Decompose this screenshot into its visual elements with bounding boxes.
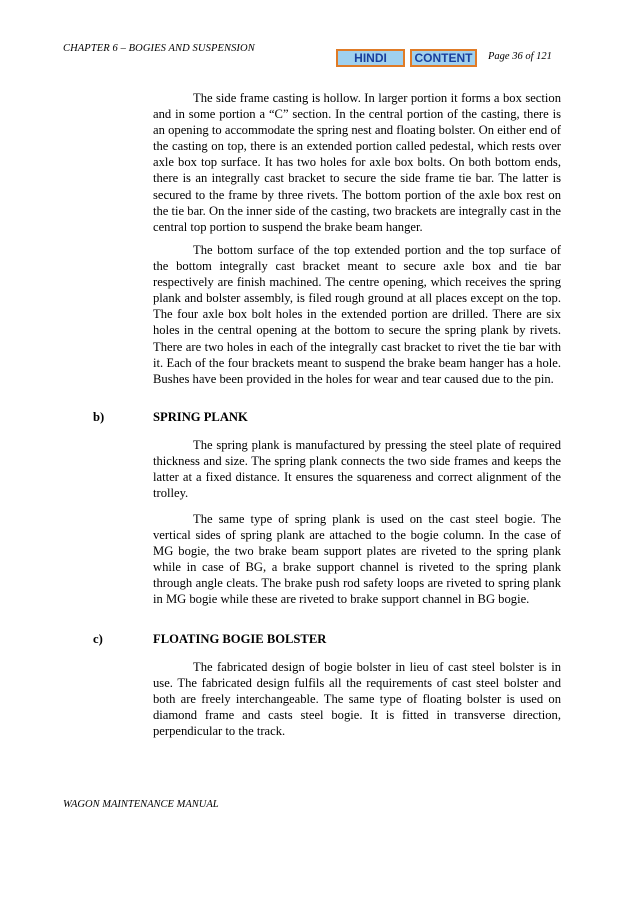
- paragraph-bottom-surface: The bottom surface of the top extended portion and the top surface of the bottom integrally cast bracket meant to secure axle box and tie bar respectively are finish machined. The centre opening, which receives the spring plank and bolster assembly, is filed rough ground at all places except on the top. The four axle box bolt holes in the extended portion are drilled. There are six holes in the central opening at the bottom to secure the spring plank by rivets. There are two holes in each of the integrally cast bracket to rivet the tie bar with it. Each of the four brackets meant to suspend the brake beam hanger has a hole. Bushes have been provided in the holes for wear and tear caused due to the pin.: [153, 243, 561, 386]
- section-b-letter: b): [93, 410, 105, 424]
- page-number: Page 36 of 121: [488, 51, 552, 62]
- paragraph-spring-plank-1: The spring plank is manufactured by pressing the steel plate of required thickness and size. The spring plank connects the two side frames and keeps the latter at a fixed distance. It ensures the squareness and correct alignment of the trolley.: [153, 438, 561, 501]
- manual-footer: WAGON MAINTENANCE MANUAL: [63, 799, 219, 810]
- section-c-letter: c): [93, 632, 103, 646]
- section-c-title: FLOATING BOGIE BOLSTER: [153, 632, 327, 646]
- chapter-header: CHAPTER 6 – BOGIES AND SUSPENSION: [63, 43, 255, 54]
- paragraph-side-frame: The side frame casting is hollow. In larger portion it forms a box section and in some portion a “C” section. In the central portion of the casting, there is an opening to accommodate the spring nest and floating bolster. On either end of the casting on top, there is an extended portion called pedestal, which rests over axle box top surface. It has two holes for axle box bolts. On both bottom ends, there is an integrally cast bracket to secure the side frame tie bar. The latter is secured to the frame by three rivets. The bottom portion of the axle box rest on the tie bar. On the inner side of the casting, two brackets are integrally cast in the central top portion to suspend the brake beam hanger.: [153, 91, 561, 234]
- hindi-button[interactable]: HINDI: [336, 49, 405, 67]
- paragraph-spring-plank-2: The same type of spring plank is used on the cast steel bogie. The vertical sides of spring plank are attached to the bogie column. In the case of MG bogie, the two brake beam support plates are riveted to the spring plank while in case of BG, a brake support channel is riveted to the spring plank through angle cleats. The brake push rod safety loops are riveted to spring plank in MG bogie while these are riveted to brake support channel in BG bogie.: [153, 512, 561, 607]
- section-b-title: SPRING PLANK: [153, 410, 248, 424]
- paragraph-floating-bolster: The fabricated design of bogie bolster in lieu of cast steel bolster is in use. The fabricated design fulfils all the requirements of cast steel bolster and both are freely interchangeable. The same type of floating bolster is used on diamond frame and casts steel bogie. It is fitted in transverse direction, perpendicular to the track.: [153, 660, 561, 739]
- content-button[interactable]: CONTENT: [410, 49, 477, 67]
